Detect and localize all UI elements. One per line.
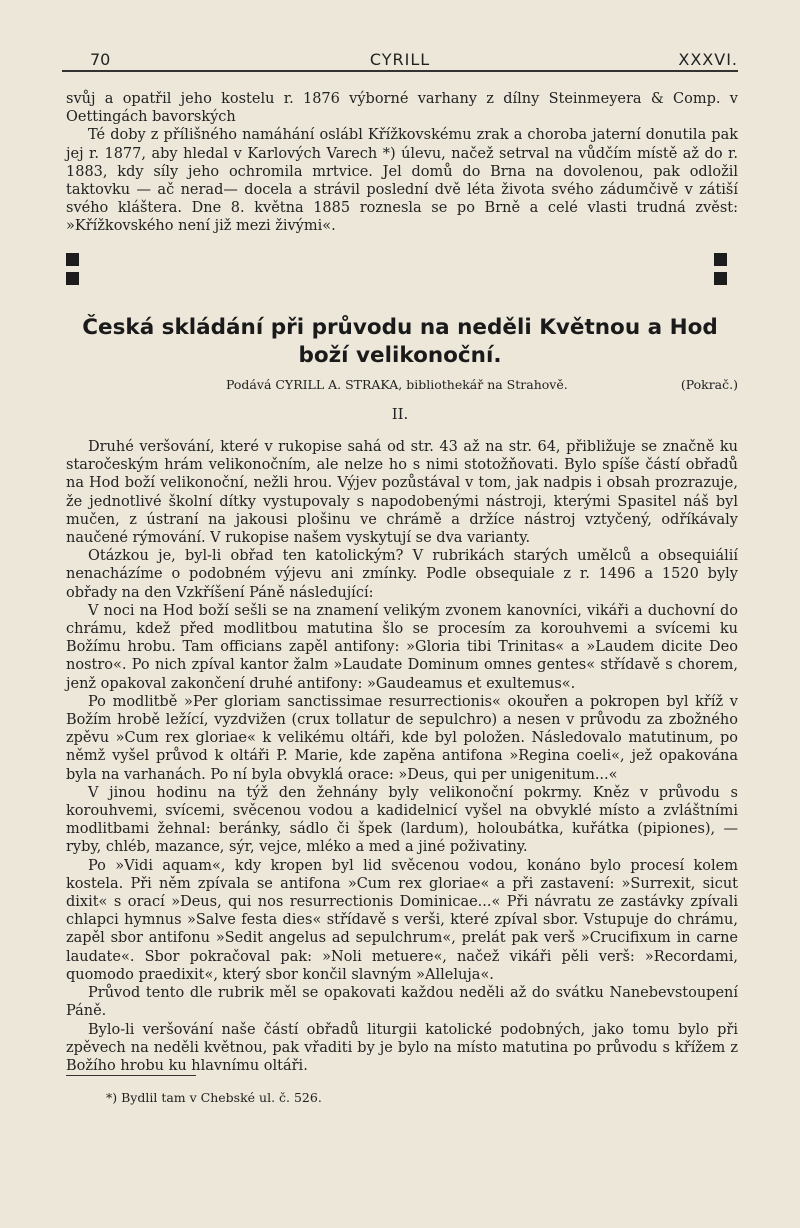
magazine-title: CYRILL (369, 50, 431, 69)
author-line: Podává CYRILL A. STRAKA, bibliothekář na Strahově. (226, 377, 568, 392)
paragraph: V noci na Hod boží sešli se na znamení velikým zvonem kanovníci, vikáři a duchovní do chrámu, kdež před modlitbou matutina šlo se procesím za korouhvemi a svícemi ku Božímu hrobu. Tam officians zapěl antifony: »Gloria tibi Trinitas« a »Laudem dicite Deo nostro«. Po nich zpíval kantor žalm »Laudate Dominum omnes gentes« střídavě s chorem, jenž opakoval zakončení druhé antifony: »Gaudeamus et exultemus«. (66, 602, 738, 692)
footnote: *) Bydlil tam v Chebské ul. č. 526. (106, 1090, 322, 1105)
ornament-right (714, 251, 744, 264)
paragraph: Druhé veršování, které v rukopise sahá od str. 43 až na str. 64, přibližuje se značně ku staročeským hrám velikonočním, ale nelze ho s nimi stotožňovati. Bylo spíše částí obřadů na Hod boží velikonoční, nežli hrou. Výjev pozůstával v tom, jak nadpis i obsah prozrazuje, že jednotlivé školní dítky vystupovaly s napodobenými nástroji, kterými Spasitel náš byl mučen, z ústraní na jakousi plošinu ve chrámě a držíce nástroj vztyčený, odříkávaly naučené rýmování. V rukopise našem vyskytují se dva varianty. (66, 439, 738, 547)
article-title: Česká skládání při průvodu na neděli Květnou a Hod boží velikonoční. (82, 315, 718, 368)
section-separator (66, 251, 738, 265)
page-number: 70 (90, 50, 111, 69)
section-number: II. (391, 405, 409, 423)
continued-note: (Pokrač.) (680, 377, 738, 392)
paragraph: Po »Vidi aquam«, kdy kropen byl lid svěcenou vodou, konáno bylo procesí kolem kostela. Při něm zpívala se antifona »Cum rex gloriae« a při zastavení: »Surrexit, sicut dixit« s orací »Deus, qui nos resurrectionis Dominicae...« Při návratu ze zastávky zpívali chlapci hymnus »Salve festa dies« střídavě s verši, které zpíval sbor. Vstupuje do chrámu, zapěl sbor antifonu »Sedit angelus ad sepulchrum«, prelát pak verš »Crucifixum in carne laudate«. Sbor pokračoval pak: »Noli metuere«, načež vikáři pěli verš: »Recordami, quomodo praedixit«, který sbor končil slavným »Alleluja«. (66, 857, 738, 983)
page-header (62, 44, 738, 72)
paragraph: Té doby z přílišného namáhání oslábl Křížkovskému zrak a choroba jaterní donutila pak jej r. 1877, aby hledal v Karlových Varech *) úlevu, načež setrval na vůdčím místě až do r. 1883, kdy síly jeho ochromila mrtvice. Jel domů do Brna na dovolenou, pak odložil taktovku — ač nerad— docela a strávil poslední dvě léta života svého zádumčivě v zátiší svého kláštera. Dne 8. května 1885 roznesla se po Brně a celé vlasti trudná zvěst: »Křížkovského není již mezi živými«. (66, 127, 738, 235)
paragraph: Průvod tento dle rubrik měl se opakovati každou neděli až do svátku Nanebevstoupení Páně. (66, 985, 738, 1020)
paragraph: Po modlitbě »Per gloriam sanctissimae resurrectionis« okouřen a pokropen byl kříž v Božím hrobě ležící, vyzdvižen (crux tollatur de sepulchro) a nesen v průvodu za zbožného zpěvu »Cum rex gloriae« k velikému oltáři, kde byl položen. Následovalo matutinum, po němž vyšel průvod k oltáři P. Marie, kde zapěna antifona »Regina coeli«, jež opakována byla na varhanách. Po ní byla obvyklá orace: »Deus, qui per unigenitum...« (66, 693, 738, 783)
article-byline (66, 377, 738, 395)
intro-text (66, 90, 738, 236)
paragraph: Bylo-li veršování naše částí obřadů liturgii katolické podobných, jako tomu bylo při zpěvech na neděli květnou, pak vřaditi by je bylo na místo matutina po průvodu s křížem z Božího hrobu ku hlavnímu oltáři. (66, 1021, 738, 1074)
paragraph: V jinou hodinu na týž den žehnány byly velikonoční pokrmy. Kněz v průvodu s korouhvemi, svícemi, svěcenou vodou a kadidelnicí vyšel na obvyklé místo a zvláštními modlitbami žehnal: beránky, sádlo či špek (lardum), holoubátka, kuřátka (pipiones), — ryby, chléb, mazance, sýr, vejce, mléko a med a jiné poživatiny. (66, 784, 738, 856)
ornament-left (66, 251, 96, 264)
volume-number: XXXVI. (678, 50, 738, 69)
paragraph: Otázkou je, byl-li obřad ten katolickým? V rubrikách starých umělců a obsequiálií nenacházíme o podobném výjevu ani zmínky. Podle obsequiale z r. 1496 a 1520 byly obřady na den Vzkříšení Páně následující: (66, 548, 738, 601)
footnote-rule (66, 1075, 196, 1076)
paragraph: svůj a opatřil jeho kostelu r. 1876 výborné varhany z dílny Steinmeyera & Comp. v Oettingách bavorských (66, 91, 738, 126)
article-body (66, 438, 738, 1075)
